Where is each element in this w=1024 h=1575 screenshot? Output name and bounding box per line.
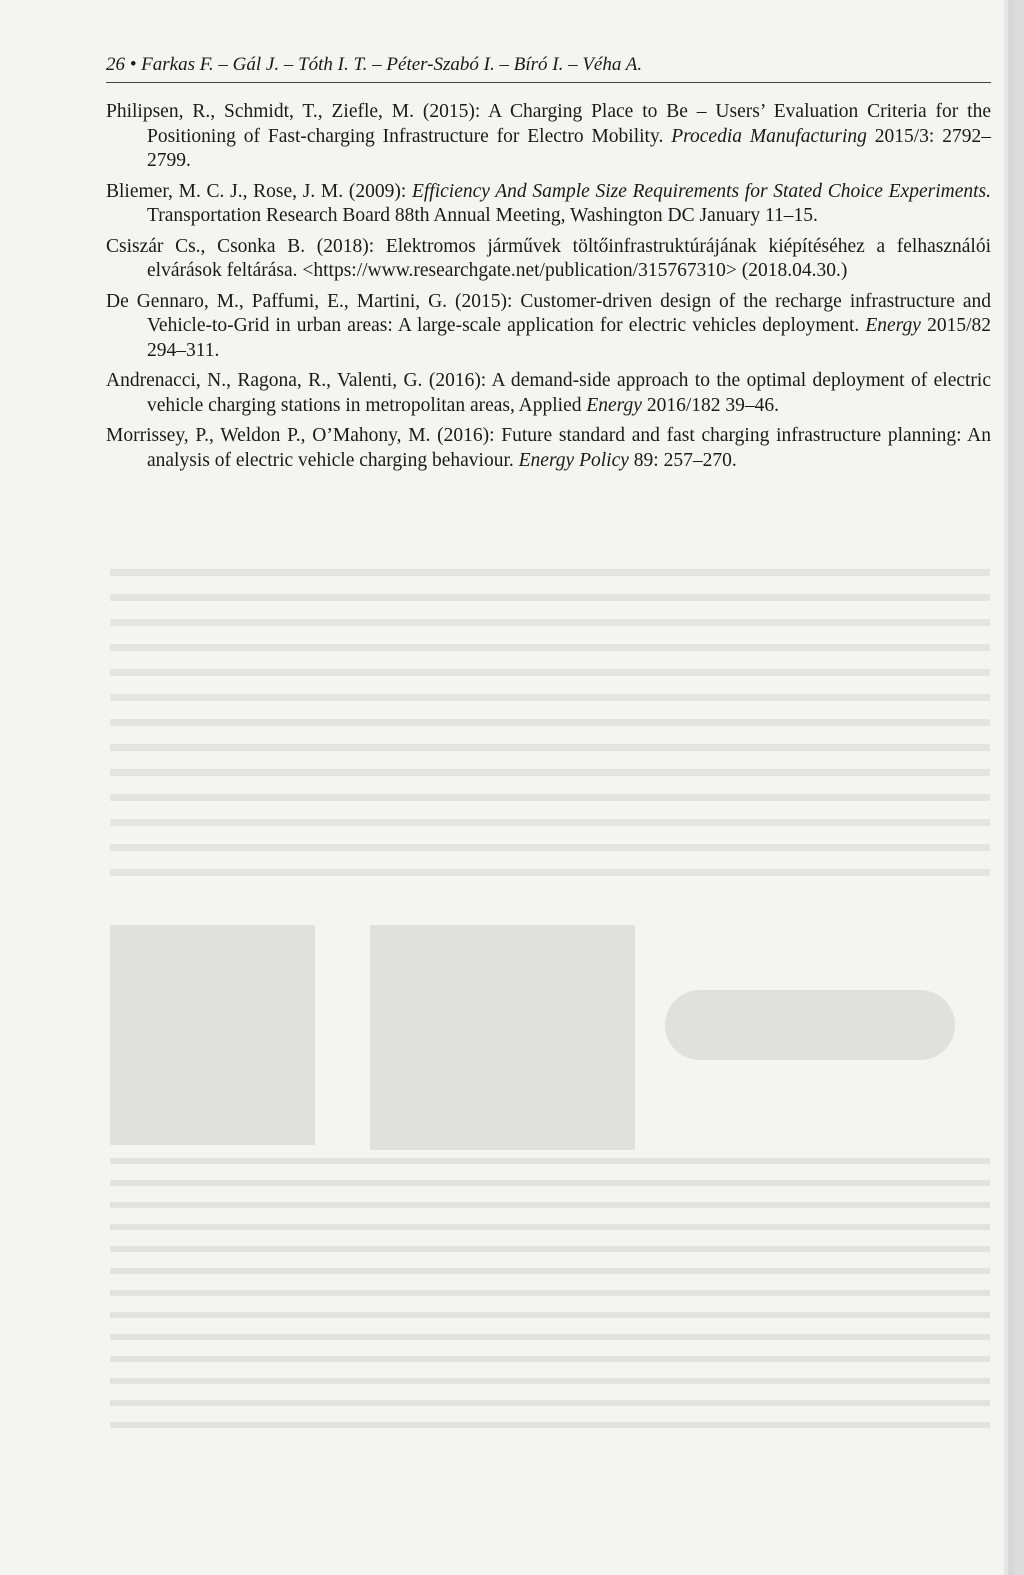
reference-text-tail: 2015/3: 2792–2799. [147,125,991,171]
reference-source: Energy [865,315,921,336]
bullet-separator: • [129,54,137,75]
reference-text: Bliemer, M. C. J., Rose, J. M. (2009): [106,180,412,202]
header-authors: Farkas F. – Gál J. – Tóth I. T. – Péter-Szabó I. – Bíró I. – Véha A. [141,54,643,75]
reference-source: Energy Policy [518,449,629,471]
reference-text: Andrenacci, N., Ragona, R., Valenti, G. (2016): A demand-side approach to the optimal deployment of electric vehicle charging stations in metropolitan areas, Applied [106,370,991,416]
reference-text-tail: 2015/82 294–311. [147,315,991,361]
reference-item [106,180,991,229]
reference-text-tail: 2016/182 39–46. [641,394,779,416]
show-through-footnote [110,1150,990,1430]
show-through-figure-left [110,925,315,1145]
reference-source: Efficiency And Sample Size Requirements for Stated Choice Experiments. [411,180,991,202]
reference-text: De Gennaro, M., Paffumi, E., Martini, G. (2015): Customer-driven design of the recharge infrastructure and Vehicle-to-Grid in urban areas: A large-scale application for electric vehicles deployment. [106,290,991,336]
reference-text-tail: Transportation Research Board 88th Annual Meeting, Washington DC January 11–15. [147,205,818,226]
running-header [106,52,991,83]
reference-item [106,235,991,284]
reference-text-tail: 89: 257–270. [628,449,737,471]
reference-item [106,369,991,418]
show-through-figure-middle [370,925,635,1150]
reference-item [106,100,991,174]
reference-list [106,100,991,479]
reference-item [106,290,991,364]
show-through-logo [665,990,955,1060]
reference-source: Energy [586,394,642,416]
show-through-text [110,560,990,880]
reference-text: Morrissey, P., Weldon P., O’Mahony, M. (2016): Future standard and fast charging infrastructure planning: An analysis of electric vehicle charging behaviour. [106,425,991,471]
page-number: 26 [106,54,125,75]
reference-item [106,424,991,473]
reference-text: Csiszár Cs., Csonka B. (2018): Elektromos járművek töltőinfrastruktúrájának kiépítéséhez a felhasználói elvárások feltárása. <https://www.researchgate.net/publication/315767310> (2018.04.30.) [106,235,991,281]
reference-source: Procedia Manufacturing [671,125,867,147]
reference-text: Philipsen, R., Schmidt, T., Ziefle, M. (2015): A Charging Place to Be – Users’ Evaluation Criteria for the Positioning of Fast-charging Infrastructure for Electro Mobility. [106,101,991,147]
